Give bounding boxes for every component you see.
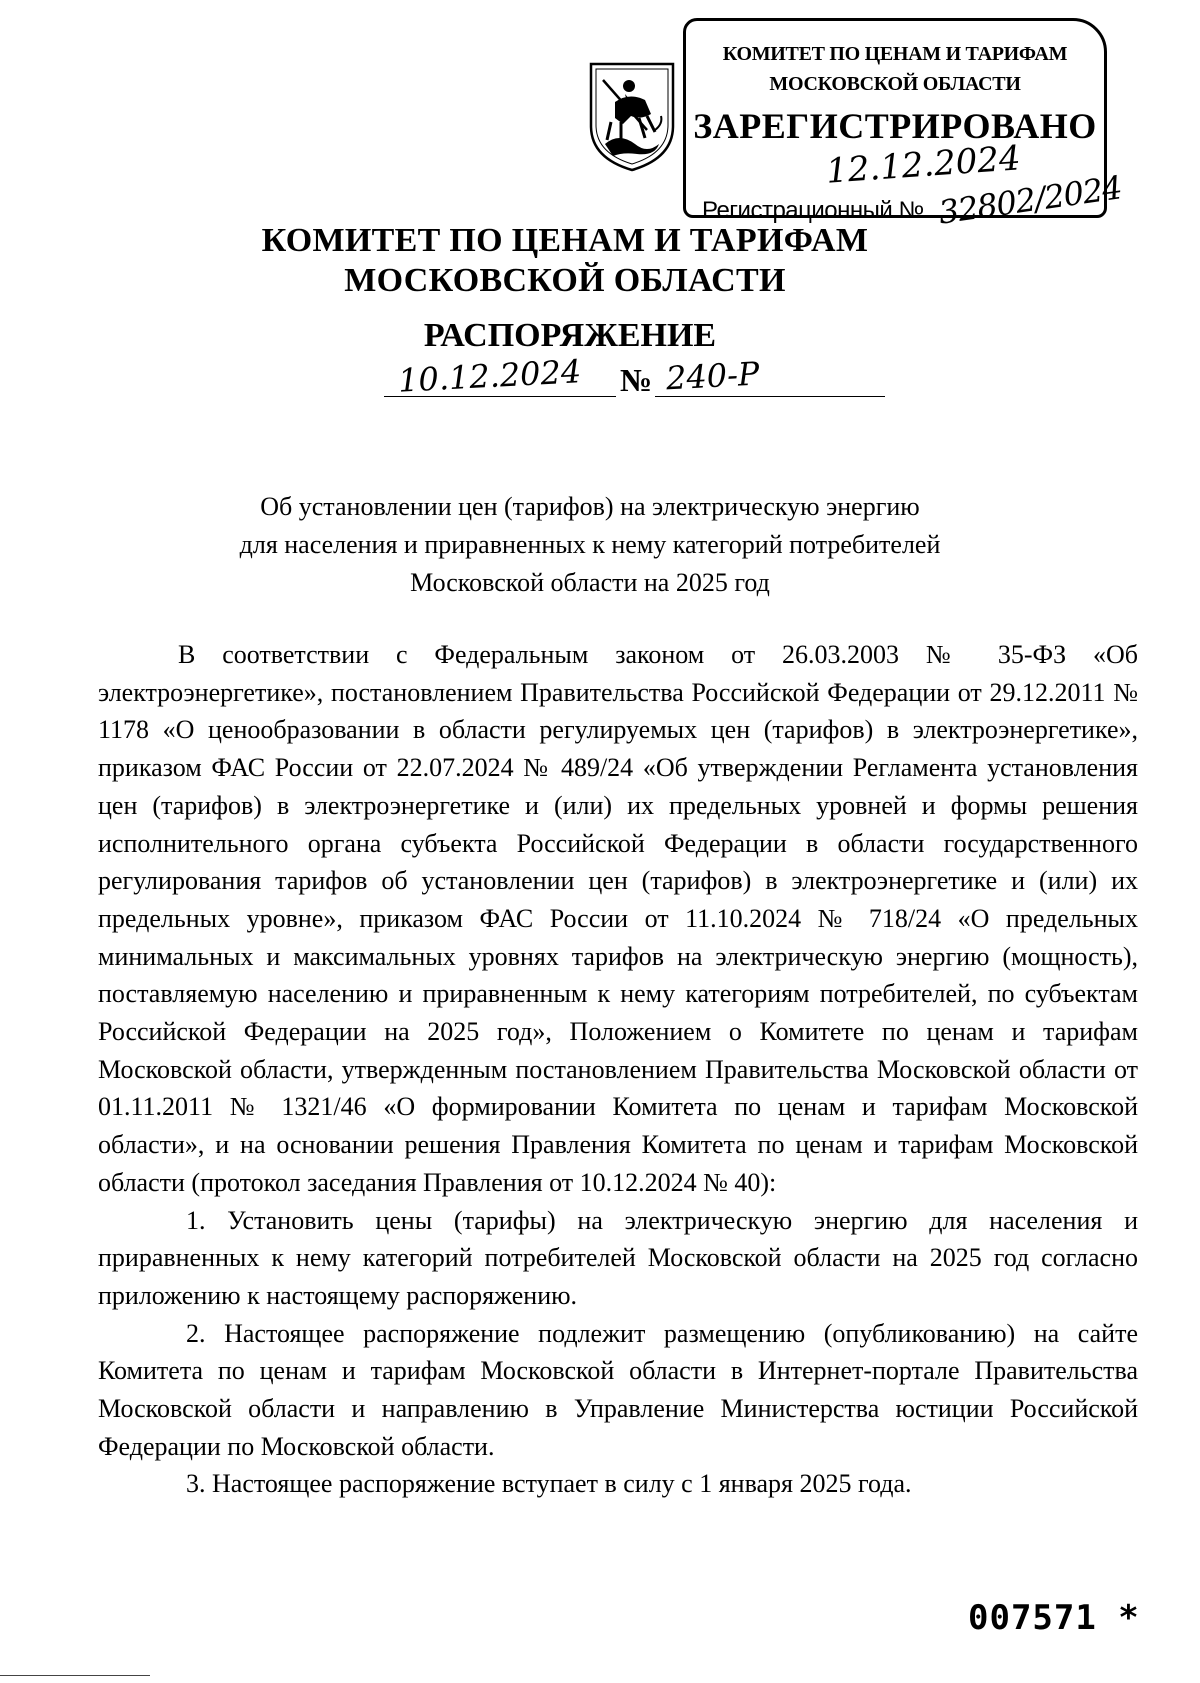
order-body bbox=[98, 636, 1138, 1503]
doc-type-title: РАСПОРЯЖЕНИЕ bbox=[423, 317, 717, 354]
order-number: 240-Р bbox=[665, 354, 761, 398]
preamble-paragraph: В соответствии с Федеральным законом от 26.03.2003 № 35-ФЗ «Об электроэнергетике», постановлением Правительства Российской Федерации от 29.12.2011 № 1178 «О ценообразовании в области регулируемых цен (тарифов) в электроэнергетике», приказом ФАС России от 22.07.2024 № 489/24 «Об утверждении Регламента установления цен (тарифов) в электроэнергетике и (или) их предельных уровней и формы решения исполнительного органа субъекта Российской Федерации в области государственного регулирования тарифов об установлении цен (тарифов) в электроэнергетике и (или) их предельных уровне», приказом ФАС России от 11.10.2024 № 718/24 «О предельных минимальных и максимальных уровнях тарифов на электрическую энергию (мощность), поставляемую населению и приравненным к нему категориям потребителей, по субъектам Российской Федерации на 2025 год», Положением о Комитете по ценам и тарифам Московской области, утвержденным постановлением Правительства Московской области от 01.11.2011 № 1321/46 «О формировании Комитета по ценам и тарифам Московской области», и на основании решения Правления Комитета по ценам и тарифам Московской области (протокол заседания Правления от 10.12.2024 № 40): bbox=[98, 640, 1138, 1197]
registration-stamp bbox=[683, 18, 1124, 232]
order-subject bbox=[150, 488, 1030, 602]
subject-line3: Московской области на 2025 год bbox=[410, 568, 770, 597]
stamp-org-line1: КОМИТЕТ ПО ЦЕНАМ И ТАРИФАМ bbox=[722, 43, 1068, 65]
subject-line1: Об установлении цен (тарифов) на электрическую энергию bbox=[260, 492, 920, 521]
org-name-line1: КОМИТЕТ ПО ЦЕНАМ И ТАРИФАМ bbox=[261, 222, 869, 259]
org-name-line2: МОСКОВСКОЙ ОБЛАСТИ bbox=[344, 262, 786, 299]
coat-of-arms-icon bbox=[585, 58, 679, 174]
stamp-reg-label: Регистрационный № bbox=[702, 197, 924, 224]
clause-2: 2. Настоящее распоряжение подлежит размещению (опубликованию) на сайте Комитета по ценам и тарифам Московской области в Интернет-портале Правительства Московской области и направлению в Управление Министерства юстиции Российской Федерации по Московской области. bbox=[98, 1318, 1138, 1461]
subject-line2: для населения и приравненных к нему категорий потребителей bbox=[239, 530, 941, 559]
stamp-org-line2: МОСКОВСКОЙ ОБЛАСТИ bbox=[769, 73, 1021, 95]
stamp-reg-number: 32802/2024 bbox=[936, 168, 1124, 232]
order-date: 10.12.2024 bbox=[397, 352, 583, 400]
document-serial-number: 007571 * bbox=[968, 1598, 1140, 1638]
stamp-date: 12.12.2024 bbox=[824, 138, 1022, 192]
footer-rule bbox=[0, 1675, 150, 1676]
clause-1: 1. Установить цены (тарифы) на электрическую энергию для населения и приравненных к нему категорий потребителей Московской области на 2025 год согласно приложению к настоящему распоряжению. bbox=[98, 1205, 1138, 1310]
clause-3: 3. Настоящее распоряжение вступает в силу с 1 января 2025 года. bbox=[186, 1469, 912, 1499]
number-sign: № bbox=[620, 362, 653, 398]
stamp-status: ЗАРЕГИСТРИРОВАНО bbox=[693, 106, 1097, 146]
